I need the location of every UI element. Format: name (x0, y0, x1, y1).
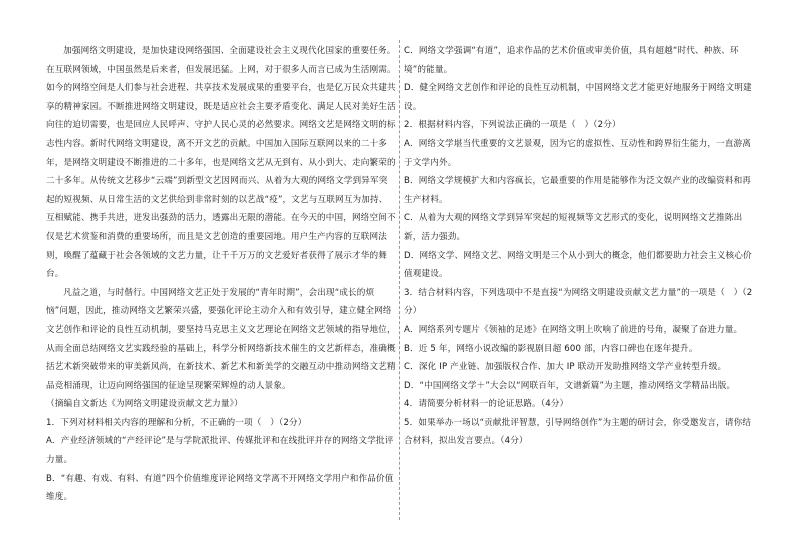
question-2-option-b: B．网络文学规模扩大和内容疯长，它最重要的作用是能够作为泛文娱产业的改编资料和再生产材料。 (404, 176, 752, 205)
passage-paragraph-1: 加强网络文明建设，是加快建设网络强国、全面建设社会主义现代化国家的重要任务。在互联网领域，中国虽然是后来者，但发展迅猛。上网，对于很多人而言已成为生活刚需。如今的网络空间是人们参与社会进程、共享技术发展成果的重要平台，也是亿万民众共建共享的精神家园。不断推进网络文明建设，既是适应社会主要矛盾变化、满足人民对美好生活向往的迫切需要，也是回应人民呼声、守护人民心灵的必然要求。网络文艺是网络文明的标志性内容。新时代网络文明建设，离不开文艺的贡献。中国加入国际互联网以来的二十多年，是网络文明建设不断推进的二十多年，也是网络文艺从无到有、从小到大、走向繁荣的二十多年。从传统文艺移步“云端”到新型文艺因网而兴、从着为大观的网络文学到异军突起的短视频、从日常生活的文艺供给到非常时刻的以艺战“疫”，文艺与互联网互为加持、互相赋能、携手共进，迸发出强劲的活力，透露出无限的潜能。在今天的中国，网络空间不仅是艺术赏鉴和消费的重要场所，而且是文艺创造的重要园地。用户生产内容的互联网法则，唤醒了蕴藏于社会各领域的文艺力量，让千千万万的文艺爱好者获得了展示才华的舞台。 (46, 46, 396, 280)
question-1-stem: 1．下列对材料相关内容的理解和分析，不正确的一项（ ）（2分） (46, 417, 307, 428)
question-1-option-b: B．“有趣、有戏、有料、有道”四个价值维度评论网络文学离不开网络文学用户和作品价值维度。 (46, 473, 394, 503)
question-5-stem: 5．如果举办一场以“贡献批评智慧，引导网络创作”为主题的研讨会，你受邀发言，请你结合材料，拟出发言要点。（4分） (404, 417, 752, 447)
question-3-option-c: C．深化 IP 产业链、加强版权合作、加大 IP 联动开发助推网络文学产业转型升级。 (404, 362, 727, 373)
question-3-option-b: B．近 5 年，网络小说改编的影视剧目超 600 部，内容口碑也在逐年提升。 (404, 343, 698, 354)
question-3-option-a: A．网络系列专题片《领袖的足迹》在网络文明上吹响了前进的号角，凝聚了奋进力量。 (404, 324, 743, 335)
question-1-option-a: A．产业经济领域的“产经评论”是与学院派批评、传媒批评和在线批评并存的网络文学批评力量。 (46, 436, 394, 466)
question-2-stem: 2．根据材料内容，下列说法正确的一项是（ ）（2分） (404, 120, 621, 131)
question-2-option-d: D．网络文学、网络文艺、网络文明是三个从小到大的概念，他们都要助力社会主义核心价值观建设。 (404, 250, 752, 280)
question-3-option-d: D．“中国网络文学＋”大会以“网联百年，文谱新篇”为主题，推动网络文学精品出版。 (404, 380, 736, 391)
question-1-option-c: C．网络文学强调“有道”，追求作品的艺术价值或审美价值，具有超越“时代、种族、环境”的能量。 (404, 46, 739, 75)
right-column (404, 42, 756, 451)
left-column (46, 42, 396, 507)
passage-paragraph-2: 凡益之道，与时偕行。中国网络文艺正处于发展的“青年时期”，会出现“成长的烦恼”问题，因此，推动网络文艺繁荣兴盛，要强化评论主动介入和有效引导，建立健全网络文艺创作和评论的良性互动机制，要坚持马克思主义文艺理论在网络文艺领域的指导地位，从而全面总结网络文艺实践经验的基础上，科学分析网络新技术催生的文艺新样态，准确概括艺术新突破带来的审美新风尚，在新技术、新艺术和新美学的交融互动中推动网络文艺精品竞相涌现，让迈向网络强国的征途呈现繁荣辉煌的动人景象。 (46, 287, 396, 391)
column-divider (399, 40, 400, 520)
question-2-option-a: A．网络文学堪当代重要的文艺景观，因为它的虚拟性、互动性和跨界衍生能力，一直游离于文学内外。 (404, 138, 752, 168)
question-2-option-c: C．从着为大观的网络文学到异军突起的短视频等文艺形式的变化，说明网络文艺推陈出新，活力强劲。 (404, 213, 743, 242)
passage-source: （摘编自文新达《为网络文明建设贡献文艺力量》） (46, 399, 243, 410)
question-3-stem: 3．结合材料内容，下列选项中不是直接“为网络文明建设贡献文艺力量”的一项是（ ）（2分） (404, 287, 753, 317)
question-1-option-d: D．健全网络文艺创作和评论的良性互动机制，中国网络文艺才能更好地服务于网络文明建设。 (404, 83, 752, 112)
question-4-stem: 4．请简要分析材料一的论证思路。（4分） (404, 399, 569, 410)
